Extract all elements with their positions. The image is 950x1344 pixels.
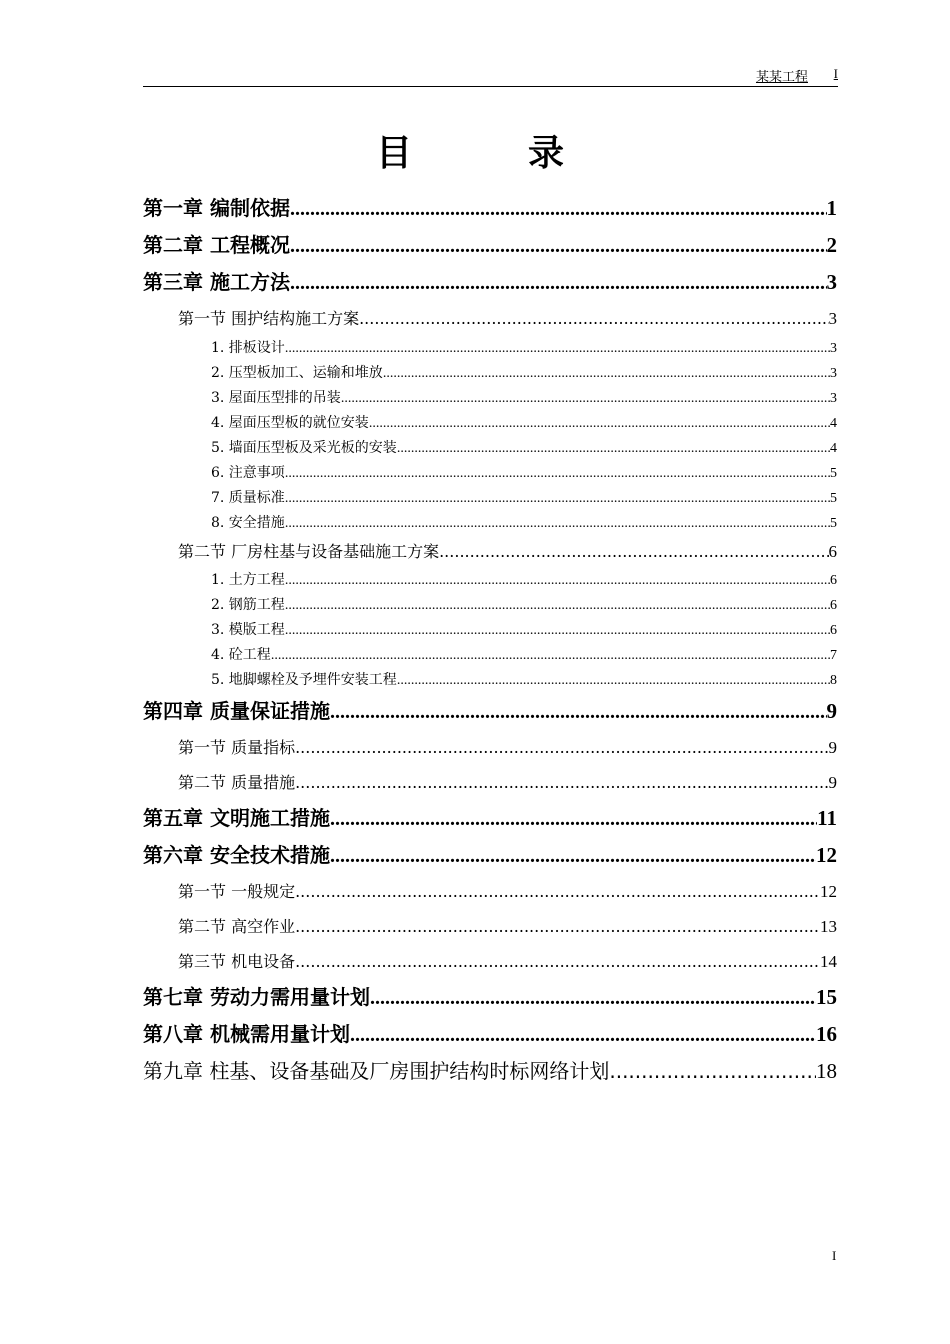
toc-entry[interactable] [143, 386, 837, 411]
toc-entry-title: 第五章 文明施工措施 [143, 806, 330, 830]
toc-entry[interactable] [143, 800, 837, 837]
toc-entry-title: 第八章 机械需用量计划 [143, 1022, 350, 1046]
toc-dot-leader [285, 593, 830, 618]
toc-entry[interactable] [143, 1016, 837, 1053]
toc-entry-title: 2. 钢筋工程 [211, 597, 285, 613]
toc-entry-page: 3 [830, 366, 837, 381]
toc-entry-page: 6 [828, 542, 837, 561]
toc-entry-page: 6 [830, 598, 837, 613]
toc-dot-leader [369, 411, 830, 436]
toc-dot-leader [290, 228, 827, 265]
toc-entry-title: 第二节 质量措施 [178, 773, 296, 792]
toc-entry-page: 18 [816, 1059, 837, 1083]
footer-page-number: I [832, 1248, 837, 1263]
toc-entry-page: 3 [826, 270, 837, 294]
toc-entry-title: 第四章 质量保证措施 [143, 699, 330, 723]
toc-dot-leader [439, 536, 828, 568]
toc-entry-page: 16 [816, 1022, 837, 1046]
toc-entry-title: 3. 屋面压型排的吊装 [211, 390, 341, 406]
toc-entry-page: 13 [820, 917, 837, 936]
toc-dot-leader [330, 838, 816, 875]
toc-dot-leader [271, 643, 830, 668]
toc-entry-page: 12 [820, 882, 837, 901]
toc-entry[interactable] [143, 486, 837, 511]
toc-entry-title: 1. 土方工程 [211, 572, 285, 588]
toc-entry-title: 5. 地脚螺栓及予埋件安装工程 [211, 672, 397, 688]
toc-entry-title: 第七章 劳动力需用量计划 [143, 985, 370, 1009]
toc-entry[interactable] [143, 944, 837, 979]
toc-entry-title: 2. 压型板加工、运输和堆放 [211, 365, 383, 381]
toc-entry-page: 5 [830, 491, 837, 506]
toc-dot-leader [295, 944, 820, 979]
toc-entry-page: 3 [830, 391, 837, 406]
toc-dot-leader [330, 694, 827, 731]
toc-entry-page: 11 [817, 806, 837, 830]
toc-dot-leader [397, 668, 830, 693]
toc-entry-title: 8. 安全措施 [211, 515, 285, 531]
toc-dot-leader [295, 909, 820, 944]
page-header [143, 64, 838, 87]
toc-dot-leader [370, 980, 816, 1017]
toc-entry-page: 8 [830, 673, 837, 688]
toc-dot-leader [359, 301, 828, 336]
toc-entry[interactable] [143, 593, 837, 618]
toc-dot-leader [383, 361, 830, 386]
toc-entry-page: 1 [826, 196, 837, 220]
toc-entry-title: 7. 质量标准 [211, 490, 285, 506]
toc-entry-title: 第三章 施工方法 [143, 270, 290, 294]
toc-dot-leader [285, 336, 830, 361]
toc-entry[interactable] [143, 1053, 837, 1090]
toc-entry-title: 6. 注意事项 [211, 465, 285, 481]
toc-dot-leader [285, 568, 830, 593]
toc-entry-title: 第二节 厂房柱基与设备基础施工方案 [178, 542, 440, 561]
toc-dot-leader [295, 765, 828, 800]
toc-dot-leader [350, 1017, 816, 1054]
toc-entry[interactable] [143, 979, 837, 1016]
toc-entry[interactable] [143, 730, 837, 765]
toc-entry[interactable] [143, 411, 837, 436]
toc-dot-leader [609, 1053, 816, 1090]
toc-dot-leader [295, 730, 828, 765]
toc-entry[interactable] [143, 618, 837, 643]
toc-dot-leader [397, 436, 830, 461]
toc-entry-title: 4. 屋面压型板的就位安装 [211, 415, 369, 431]
toc-entry[interactable] [143, 765, 837, 800]
toc-dot-leader [295, 874, 820, 909]
toc-entry[interactable] [143, 264, 837, 301]
toc-dot-leader [341, 386, 830, 411]
toc-entry-title: 4. 砼工程 [211, 647, 271, 663]
toc-dot-leader [290, 265, 827, 302]
toc-entry[interactable] [143, 568, 837, 593]
toc-entry[interactable] [143, 837, 837, 874]
toc-entry-title: 5. 墙面压型板及采光板的安装 [211, 440, 397, 456]
toc-entry-page: 12 [816, 843, 837, 867]
toc-entry[interactable] [143, 511, 837, 536]
toc-dot-leader [285, 486, 830, 511]
toc-entry[interactable] [143, 536, 837, 568]
toc-entry-page: 9 [826, 699, 837, 723]
toc-entry-title: 第一节 一般规定 [178, 882, 296, 901]
toc-title: 目 录 [375, 133, 604, 174]
toc-entry-page: 6 [830, 573, 837, 588]
toc-entry-page: 7 [830, 648, 837, 663]
toc-dot-leader [330, 801, 817, 838]
toc-entry[interactable] [143, 361, 837, 386]
toc-entry[interactable] [143, 227, 837, 264]
toc-entry-page: 9 [828, 738, 837, 757]
toc-entry[interactable] [143, 643, 837, 668]
toc-entry-page: 9 [828, 773, 837, 792]
toc-entry-title: 第三节 机电设备 [178, 952, 296, 971]
toc-entry[interactable] [143, 436, 837, 461]
toc-entry-page: 4 [830, 441, 837, 456]
toc-entry[interactable] [143, 190, 837, 227]
toc-entry[interactable] [143, 336, 837, 361]
table-of-contents [143, 190, 837, 1090]
toc-entry[interactable] [143, 301, 837, 336]
toc-entry-page: 3 [830, 341, 837, 356]
toc-entry[interactable] [143, 874, 837, 909]
toc-entry[interactable] [143, 693, 837, 730]
toc-entry-title: 1. 排板设计 [211, 340, 285, 356]
toc-dot-leader [285, 618, 830, 643]
toc-entry-page: 4 [830, 416, 837, 431]
toc-entry-page: 15 [816, 985, 837, 1009]
header-page-number: I [833, 66, 838, 81]
toc-entry-title: 第一章 编制依据 [143, 196, 290, 220]
toc-dot-leader [290, 191, 827, 228]
toc-entry-title: 第一节 围护结构施工方案 [178, 309, 360, 328]
toc-entry[interactable] [143, 461, 837, 486]
toc-entry-title: 第二章 工程概况 [143, 233, 290, 257]
toc-entry-title: 第六章 安全技术措施 [143, 843, 330, 867]
toc-entry-title: 第二节 高空作业 [178, 917, 296, 936]
toc-entry[interactable] [143, 668, 837, 693]
toc-entry-page: 6 [830, 623, 837, 638]
toc-entry-title: 第九章 柱基、设备基础及厂房围护结构时标网络计划 [143, 1059, 610, 1083]
toc-entry-title: 第一节 质量指标 [178, 738, 296, 757]
toc-entry-page: 2 [826, 233, 837, 257]
toc-entry-page: 5 [830, 466, 837, 481]
toc-entry-title: 3. 模版工程 [211, 622, 285, 638]
toc-entry-page: 3 [828, 309, 837, 328]
toc-entry[interactable] [143, 909, 837, 944]
header-project-name: 某某工程 [755, 70, 808, 85]
toc-entry-page: 14 [820, 952, 837, 971]
toc-entry-page: 5 [830, 516, 837, 531]
toc-dot-leader [285, 461, 830, 486]
toc-dot-leader [285, 511, 830, 536]
